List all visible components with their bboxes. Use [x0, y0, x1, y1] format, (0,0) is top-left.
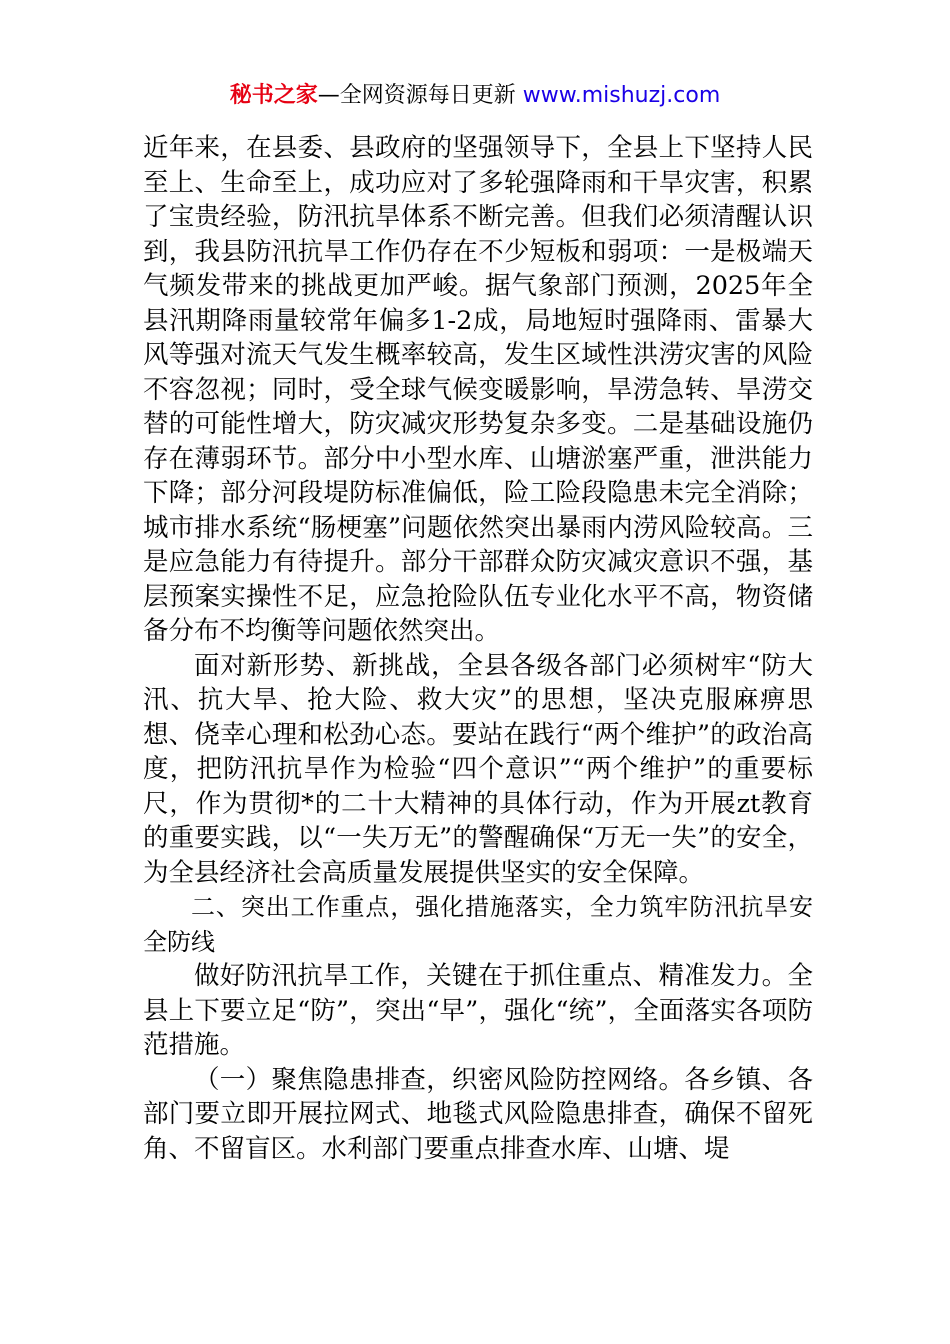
paragraph-requirements: 面对新形势、新挑战，全县各级各部门必须树牢“防大汛、抗大旱、抢大险、救大灾”的思想，坚决克服麻痹思想、侥幸心理和松劲心态。要站在践行“两个维护”的政治高度，把防汛抗旱作为检验“四个意识”“两个维护”的重要标尺，作为贯彻*的二十大精神的具体行动，作为开展zt教育的重要实践，以“一失万无”的警醒确保“万无一失”的安全，为全县经济社会高质量发展提供坚实的安全保障。 — [143, 650, 813, 888]
paragraph-hazard-screening: （一）聚焦隐患排查，织密风险防控网络。各乡镇、各部门要立即开展拉网式、地毯式风险隐患排查，确保不留死角、不留盲区。水利部门要重点排查水库、山塘、堤 — [143, 1064, 813, 1164]
site-url-link[interactable]: www.mishuzj.com — [522, 83, 721, 108]
brand-name: 秘书之家 — [229, 83, 318, 108]
paragraph-key-points: 做好防汛抗旱工作，关键在于抓住重点、精准发力。全县上下要立足“防”，突出“早”，强化“统”，全面落实各项防范措施。 — [143, 961, 813, 1060]
header-slogan: —全网资源每日更新 — [317, 83, 516, 108]
document-body — [143, 131, 813, 1166]
page-header — [0, 80, 950, 112]
section-heading-2: 二、突出工作重点，强化措施落实，全力筑牢防汛抗旱安全防线 — [143, 893, 813, 956]
paragraph-situation: 近年来，在县委、县政府的坚强领导下，全县上下坚持人民至上、生命至上，成功应对了多轮强降雨和干旱灾害，积累了宝贵经验，防汛抗旱体系不断完善。但我们必须清醒认识到，我县防汛抗旱工作仍存在不少短板和弱项：一是极端天气频发带来的挑战更加严峻。据气象部门预测，2025年全县汛期降雨量较常年偏多1-2成，局地短时强降雨、雷暴大风等强对流天气发生概率较高，发生区域性洪涝灾害的风险不容忽视；同时，受全球气候变暖影响，旱涝急转、旱涝交替的可能性增大，防灾减灾形势复杂多变。二是基础设施仍存在薄弱环节。部分中小型水库、山塘淤塞严重，泄洪能力下降；部分河段堤防标准偏低，险工险段隐患未完全消除；城市排水系统“肠梗塞”问题依然突出暴雨内涝风险较高。三是应急能力有待提升。部分干部群众防灾减灾意识不强，基层预案实操性不足，应急抢险队伍专业化水平不高，物资储备分布不均衡等问题依然突出。 — [143, 133, 813, 646]
